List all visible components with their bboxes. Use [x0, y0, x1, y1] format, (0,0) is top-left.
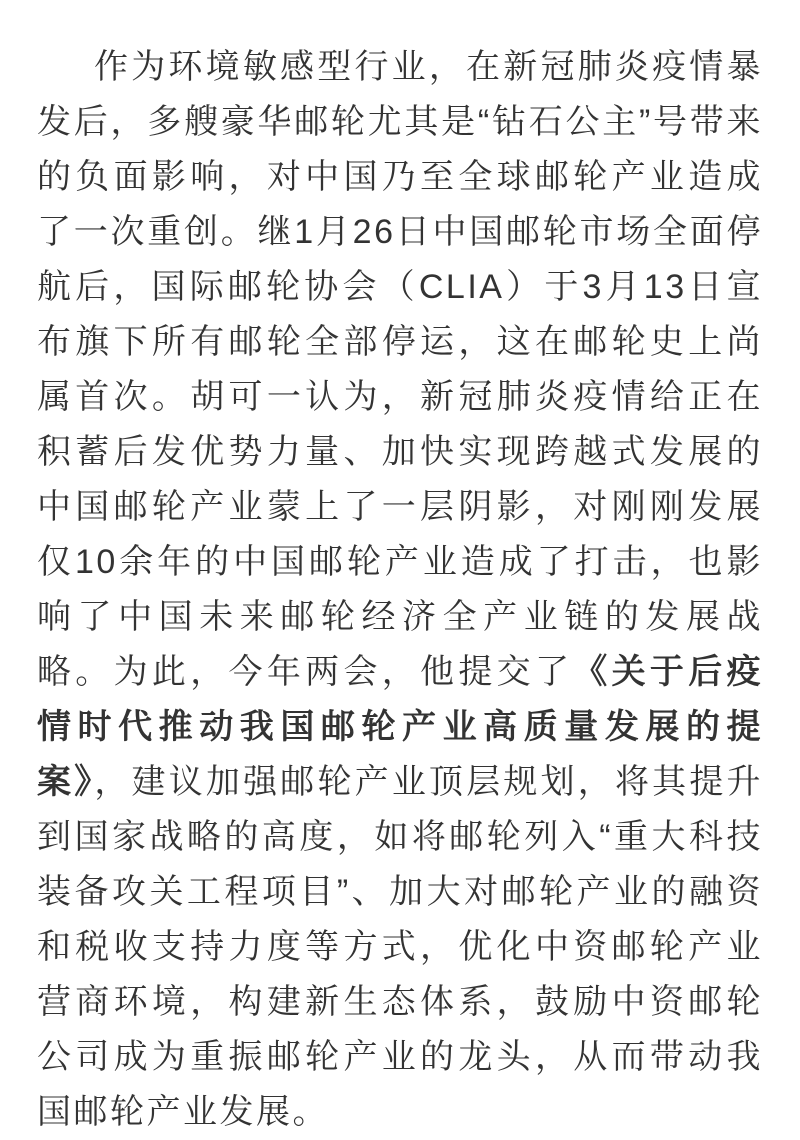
proposal-title-bold-text: 《关于后疫情时代推动我国邮轮产业高质量发展的提案》 — [37, 653, 764, 801]
article-paragraph — [37, 40, 763, 1140]
paragraph-text-before-title: 作为环境敏感型行业，在新冠肺炎疫情暴发后，多艘豪华邮轮尤其是“钻石公主”号带来的负面影响，对中国乃至全球邮轮产业造成了一次重创。继1月26日中国邮轮市场全面停航后，国际邮轮协会（CLIA）于3月13日宣布旗下所有邮轮全部停运，这在邮轮史上尚属首次。胡可一认为，新冠肺炎疫情给正在积蓄后发优势力量、加快实现跨越式发展的中国邮轮产业蒙上了一层阴影，对刚刚发展仅10余年的中国邮轮产业造成了打击，也影响了中国未来邮轮经济全产业链的发展战略。为此，今年两会，他提交了 — [37, 48, 763, 691]
paragraph-text-after-title: ，建议加强邮轮产业顶层规划，将其提升到国家战略的高度，如将邮轮列入“重大科技装备攻关工程项目”、加大对邮轮产业的融资和税收支持力度等方式，优化中资邮轮产业营商环境，构建新生态体系，鼓励中资邮轮公司成为重振邮轮产业的龙头，从而带动我国邮轮产业发展。 — [37, 763, 764, 1131]
